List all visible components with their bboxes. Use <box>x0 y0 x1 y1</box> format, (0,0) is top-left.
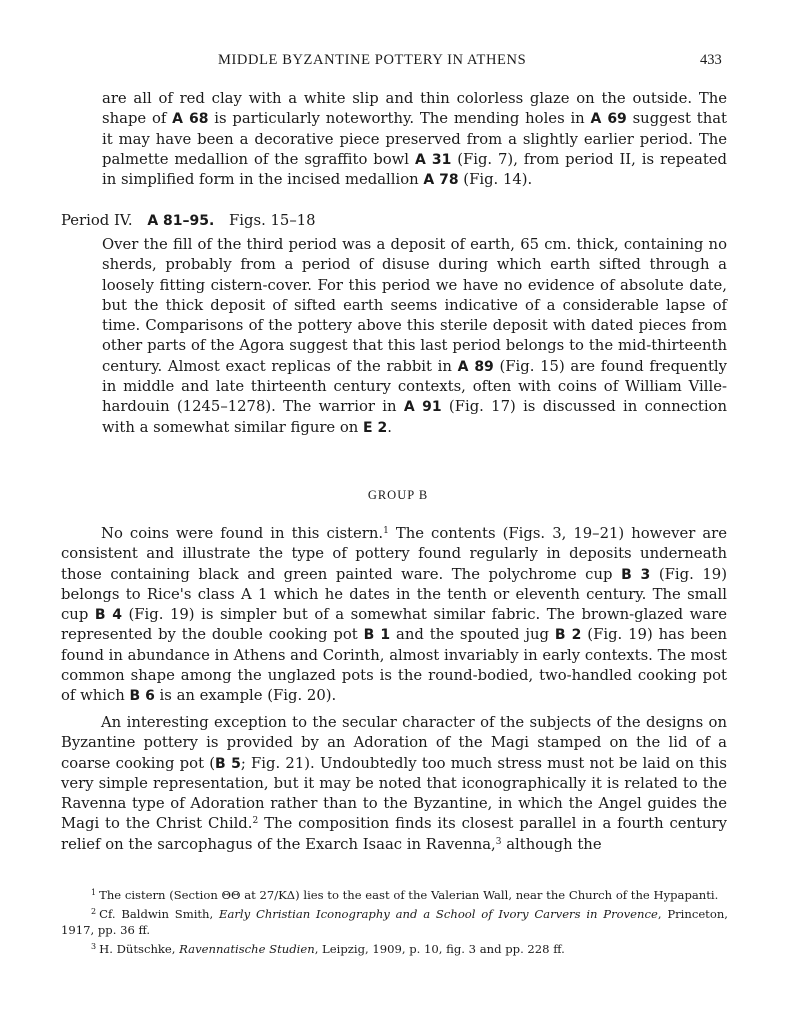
footnote: $^1$ The cistern (Section ΘΘ at 27/ΚΔ) lies to the east of the Valerian Wall, near the Church of the Hypapanti. <box>91 888 719 902</box>
footnote-marker: 1 <box>383 526 389 536</box>
group-paragraph-2: An interesting exception to the secular character of the subjects of the designs on Byzantine pottery is provided by an Adoration of the Magi stamped on the lid of a coarse cooking pot (B 5; Fig. 21). Undoubtedly too much stress must not be laid on this very simple representation, but it may be noted that iconographically it is related to the Ravenna type of Adoration rather than to the Byzantine, in which the Angel guides the Magi to the Christ Child.$^2$ The composition finds its closest parallel in a fourth century relief on the sarcophagus of the Exarch Isaac in Ravenna,$^3$ although the <box>61 714 727 853</box>
period-heading <box>61 211 316 231</box>
cited-title: Early Christian Iconography and a School of Ivory Carvers in Provence <box>219 906 658 921</box>
cited-title: Ravennatische Studien <box>179 941 315 956</box>
catalog-ref: B 2 <box>554 627 582 644</box>
catalog-ref: B 5 <box>215 755 241 772</box>
catalog-ref: B 4 <box>94 607 122 624</box>
catalog-ref: A 68 <box>172 111 209 128</box>
catalog-ref: E 2 <box>363 419 388 436</box>
running-title: MIDDLE BYZANTINE POTTERY IN ATHENS <box>218 52 527 68</box>
catalog-ref: A 89 <box>457 358 494 375</box>
footnote-marker: 3 <box>495 836 502 847</box>
group-paragraph-1: No coins were found in this cistern.$^1$ The contents (Figs. 3, 19–21) however are consistent and illustrate the type of pottery found regularly in deposits underneath those containing black and green painted ware. The polychrome cup B 3 (Fig. 19) belongs to Rice's class A 1 which he dates in the tenth or eleventh century. The small cup B 4 (Fig. 19) is simpler but of a somewhat similar fabric. The brown-glazed ware represented by the double cooking pot B 1 and the spouted jug B 2 (Fig. 19) has been found in abundance in Athens and Corinth, almost invariably in early contexts. The most common shape among the unglazed pots is the round-bodied, two-handled cooking pot of which B 6 is an example (Fig. 20). <box>61 525 727 705</box>
footnote-marker: 2 <box>252 816 259 827</box>
period-figures: Figs. 15–18 <box>229 212 316 229</box>
intro-paragraph: are all of red clay with a white slip and thin colorless glaze on the outside. The shape of A 68 is particularly noteworthy. The mending holes in A 69 suggest that it may have been a decorative piece preserved from a slightly earlier period. The palmette medallion of the sgraffito bowl A 31 (Fig. 7), from period II, is repeated in simplified form in the incised medallion A 78 (Fig. 14). <box>102 90 727 189</box>
footnote: $^3$ H. Dütschke, Ravennatische Studien, Leipzig, 1909, p. 10, fig. 3 and pp. 228 ff. <box>91 941 565 956</box>
period-label: Period IV. <box>61 212 133 229</box>
page-number: 433 <box>700 52 722 68</box>
period-paragraph: Over the fill of the third period was a deposit of earth, 65 cm. thick, containing no sherds, probably from a period of disuse during which earth sifted through a loosely fitting cistern-cover. For this period we have no evidence of absolute date, but the thick deposit of sifted earth seems indicative of a considerable lapse of time. Comparisons of the pottery above this sterile deposit with dated pieces from other parts of the Agora suggest that this last period belongs to the mid-thirteenth century. Almost exact replicas of the rabbit in A 89 (Fig. 15) are found frequently in middle and late thirteenth century contexts, often with coins of William Ville-hardouin (1245–1278). The warrior in A 91 (Fig. 17) is discussed in connection with a somewhat similar figure on E 2. <box>102 236 728 436</box>
catalog-ref: A 91 <box>403 399 442 416</box>
catalog-ref: B 1 <box>363 627 391 644</box>
catalog-ref: B 3 <box>621 566 651 583</box>
footnote: $^2$ Cf. Baldwin Smith, Early Christian Iconography and a School of Ivory Carvers in Provence, Princeton, 1917, pp. 36 ff. <box>61 906 728 938</box>
footnotes <box>61 885 728 957</box>
running-head <box>0 52 796 74</box>
catalog-ref: A 69 <box>590 111 627 128</box>
group-heading: GROUP B <box>367 488 429 502</box>
catalog-ref: A 78 <box>423 172 459 189</box>
period-range: A 81–95. <box>147 213 215 229</box>
catalog-ref: B 6 <box>129 688 155 705</box>
catalog-ref: A 31 <box>414 151 452 168</box>
